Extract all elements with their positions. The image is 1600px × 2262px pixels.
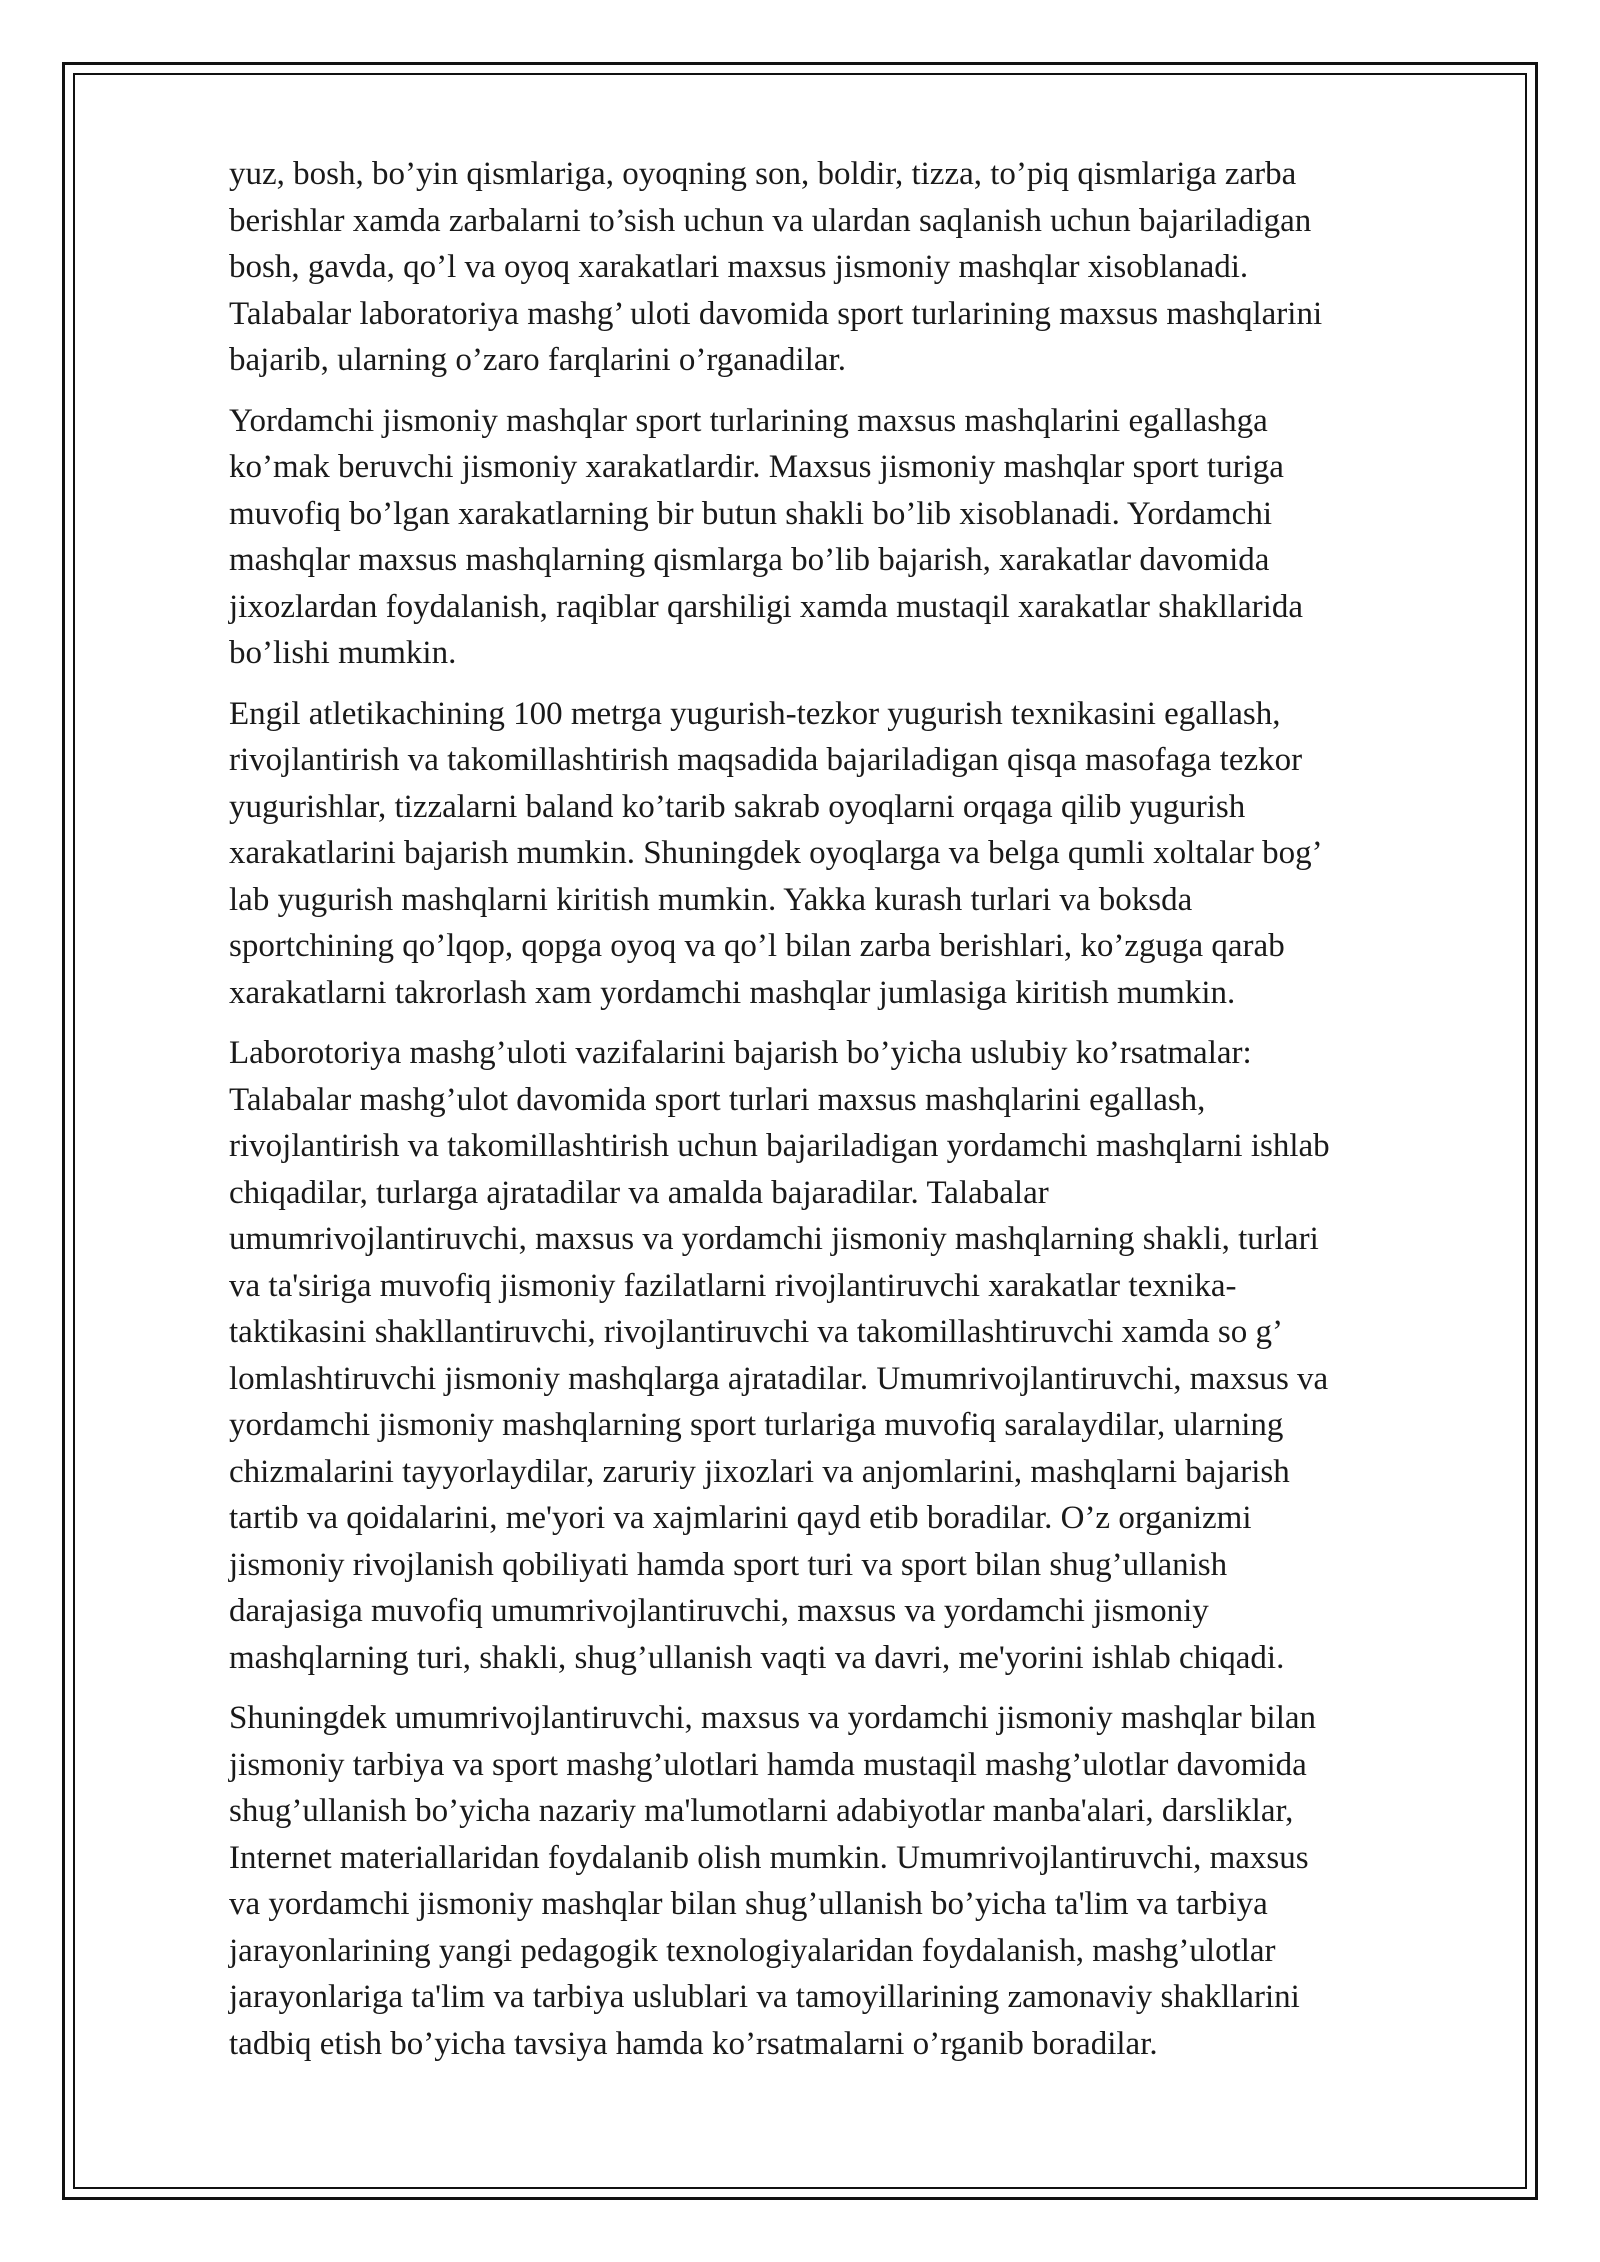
text-line: muvofiq bo’lgan xarakatlarning bir butun shakli bo’lib xisoblanadi. Yordamchi [229,495,1272,532]
text-line: jixozlardan foydalanish, raqiblar qarshiligi xamda mustaqil xarakatlar shakllarida [229,588,1303,625]
text-line: jismoniy rivojlanish qobiliyati hamda sport turi va sport bilan shug’ullanish [229,1546,1228,1583]
text-line: tartib va qoidalarini, me'yori va xajmlarini qayd etib boradilar. O’z organizmi [229,1500,1252,1536]
paragraph-3 [229,691,1389,1017]
text-line: Internet materiallaridan foydalanib olish mumkin. Umumrivojlantiruvchi, maxsus [229,1839,1309,1876]
text-line: berishlar xamda zarbalarni to’sish uchun va ulardan saqlanish uchun bajariladigan [229,202,1312,239]
text-line: yugurishlar, tizzalarni baland ko’tarib sakrab oyoqlarni orqaga qilib yugurish [229,788,1246,825]
text-line: yuz, bosh, bo’yin qismlariga, oyoqning son, boldir, tizza, to’piq qismlariga zarba [229,156,1297,192]
text-line: Laborotoriya mashg’uloti vazifalarini bajarish bo’yicha uslubiy ko’rsatmalar: [229,1035,1252,1071]
text-line: Engil atletikachining 100 metrga yugurish-tezkor yugurish texnikasini egallash, [229,695,1281,732]
text-line: va yordamchi jismoniy mashqlar bilan shug’ullanish bo’yicha ta'lim va tarbiya [229,1886,1268,1922]
text-line: jarayonlariga ta'lim va tarbiya uslublari va tamoyillarining zamonaviy shakllarini [229,1979,1300,2015]
text-line: sportchining qo’lqop, qopga oyoq va qo’l bilan zarba berishlari, ko’zguga qarab [229,928,1285,964]
paragraph-2 [229,398,1389,677]
text-line: umumrivojlantiruvchi, maxsus va yordamchi jismoniy mashqlarning shakli, turlari [229,1221,1319,1257]
text-line: Yordamchi jismoniy mashqlar sport turlarining maxsus mashqlarini egallashga [229,402,1268,439]
text-line: bajarib, ularning o’zaro farqlarini o’rganadilar. [229,342,846,378]
paragraph-5 [229,1695,1389,2067]
text-line: mashqlar maxsus mashqlarning qismlarga bo’lib bajarish, xarakatlar davomida [229,542,1270,578]
paragraph-4 [229,1030,1389,1681]
text-line: shug’ullanish bo’yicha nazariy ma'lumotlarni adabiyotlar manba'alari, darsliklar, [229,1793,1294,1829]
text-line: tadbiq etish bo’yicha tavsiya hamda ko’rsatmalarni o’rganib boradilar. [229,2025,1158,2062]
text-line: rivojlantirish va takomillashtirish maqsadida bajariladigan qisqa masofaga tezkor [229,742,1303,778]
text-line: xarakatlarni takrorlash xam yordamchi mashqlar jumlasiga kiritish mumkin. [229,974,1236,1011]
text-line: darajasiga muvofiq umumrivojlantiruvchi, maxsus va yordamchi jismoniy [229,1593,1209,1629]
text-line: xarakatlarini bajarish mumkin. Shuningdek oyoqlarga va belga qumli xoltalar bog’ [229,835,1323,871]
text-line: Talabalar mashg’ulot davomida sport turlari maxsus mashqlarini egallash, [229,1081,1206,1118]
document-body [229,151,1389,2081]
text-line: taktikasini shakllantiruvchi, rivojlantiruvchi va takomillashtiruvchi xamda so g’ [229,1314,1283,1350]
text-line: lab yugurish mashqlarni kiritish mumkin. Yakka kurash turlari va boksda [229,881,1193,918]
paragraph-1 [229,151,1389,384]
text-line: mashqlarning turi, shakli, shug’ullanish vaqti va davri, me'yorini ishlab chiqadi. [229,1639,1285,1676]
text-line: Talabalar laboratoriya mashg’ uloti davomida sport turlarining maxsus mashqlarini [229,295,1323,332]
text-line: ko’mak beruvchi jismoniy xarakatlardir. Maxsus jismoniy mashqlar sport turiga [229,449,1284,485]
text-line: jismoniy tarbiya va sport mashg’ulotlari hamda mustaqil mashg’ulotlar davomida [229,1746,1307,1783]
text-line: lomlashtiruvchi jismoniy mashqlarga ajratadilar. Umumrivojlantiruvchi, maxsus va [229,1360,1329,1397]
text-line: bo’lishi mumkin. [229,635,457,671]
text-line: va ta'siriga muvofiq jismoniy fazilatlarni rivojlantiruvchi xarakatlar texnika- [229,1267,1237,1304]
text-line: chiqadilar, turlarga ajratadilar va amalda bajaradilar. Talabalar [229,1174,1049,1211]
text-line: chizmalarini tayyorlaydilar, zaruriy jixozlari va anjomlarini, mashqlarni bajarish [229,1453,1290,1490]
text-line: jarayonlarining yangi pedagogik texnologiyalaridan foydalanish, mashg’ulotlar [229,1932,1276,1969]
text-line: yordamchi jismoniy mashqlarning sport turlariga muvofiq saralaydilar, ularning [229,1407,1284,1443]
text-line: rivojlantirish va takomillashtirish uchun bajariladigan yordamchi mashqlarni ishlab [229,1128,1330,1164]
text-line: Shuningdek umumrivojlantiruvchi, maxsus va yordamchi jismoniy mashqlar bilan [229,1700,1317,1736]
text-line: bosh, gavda, qo’l va oyoq xarakatlari maxsus jismoniy mashqlar xisoblanadi. [229,249,1249,285]
